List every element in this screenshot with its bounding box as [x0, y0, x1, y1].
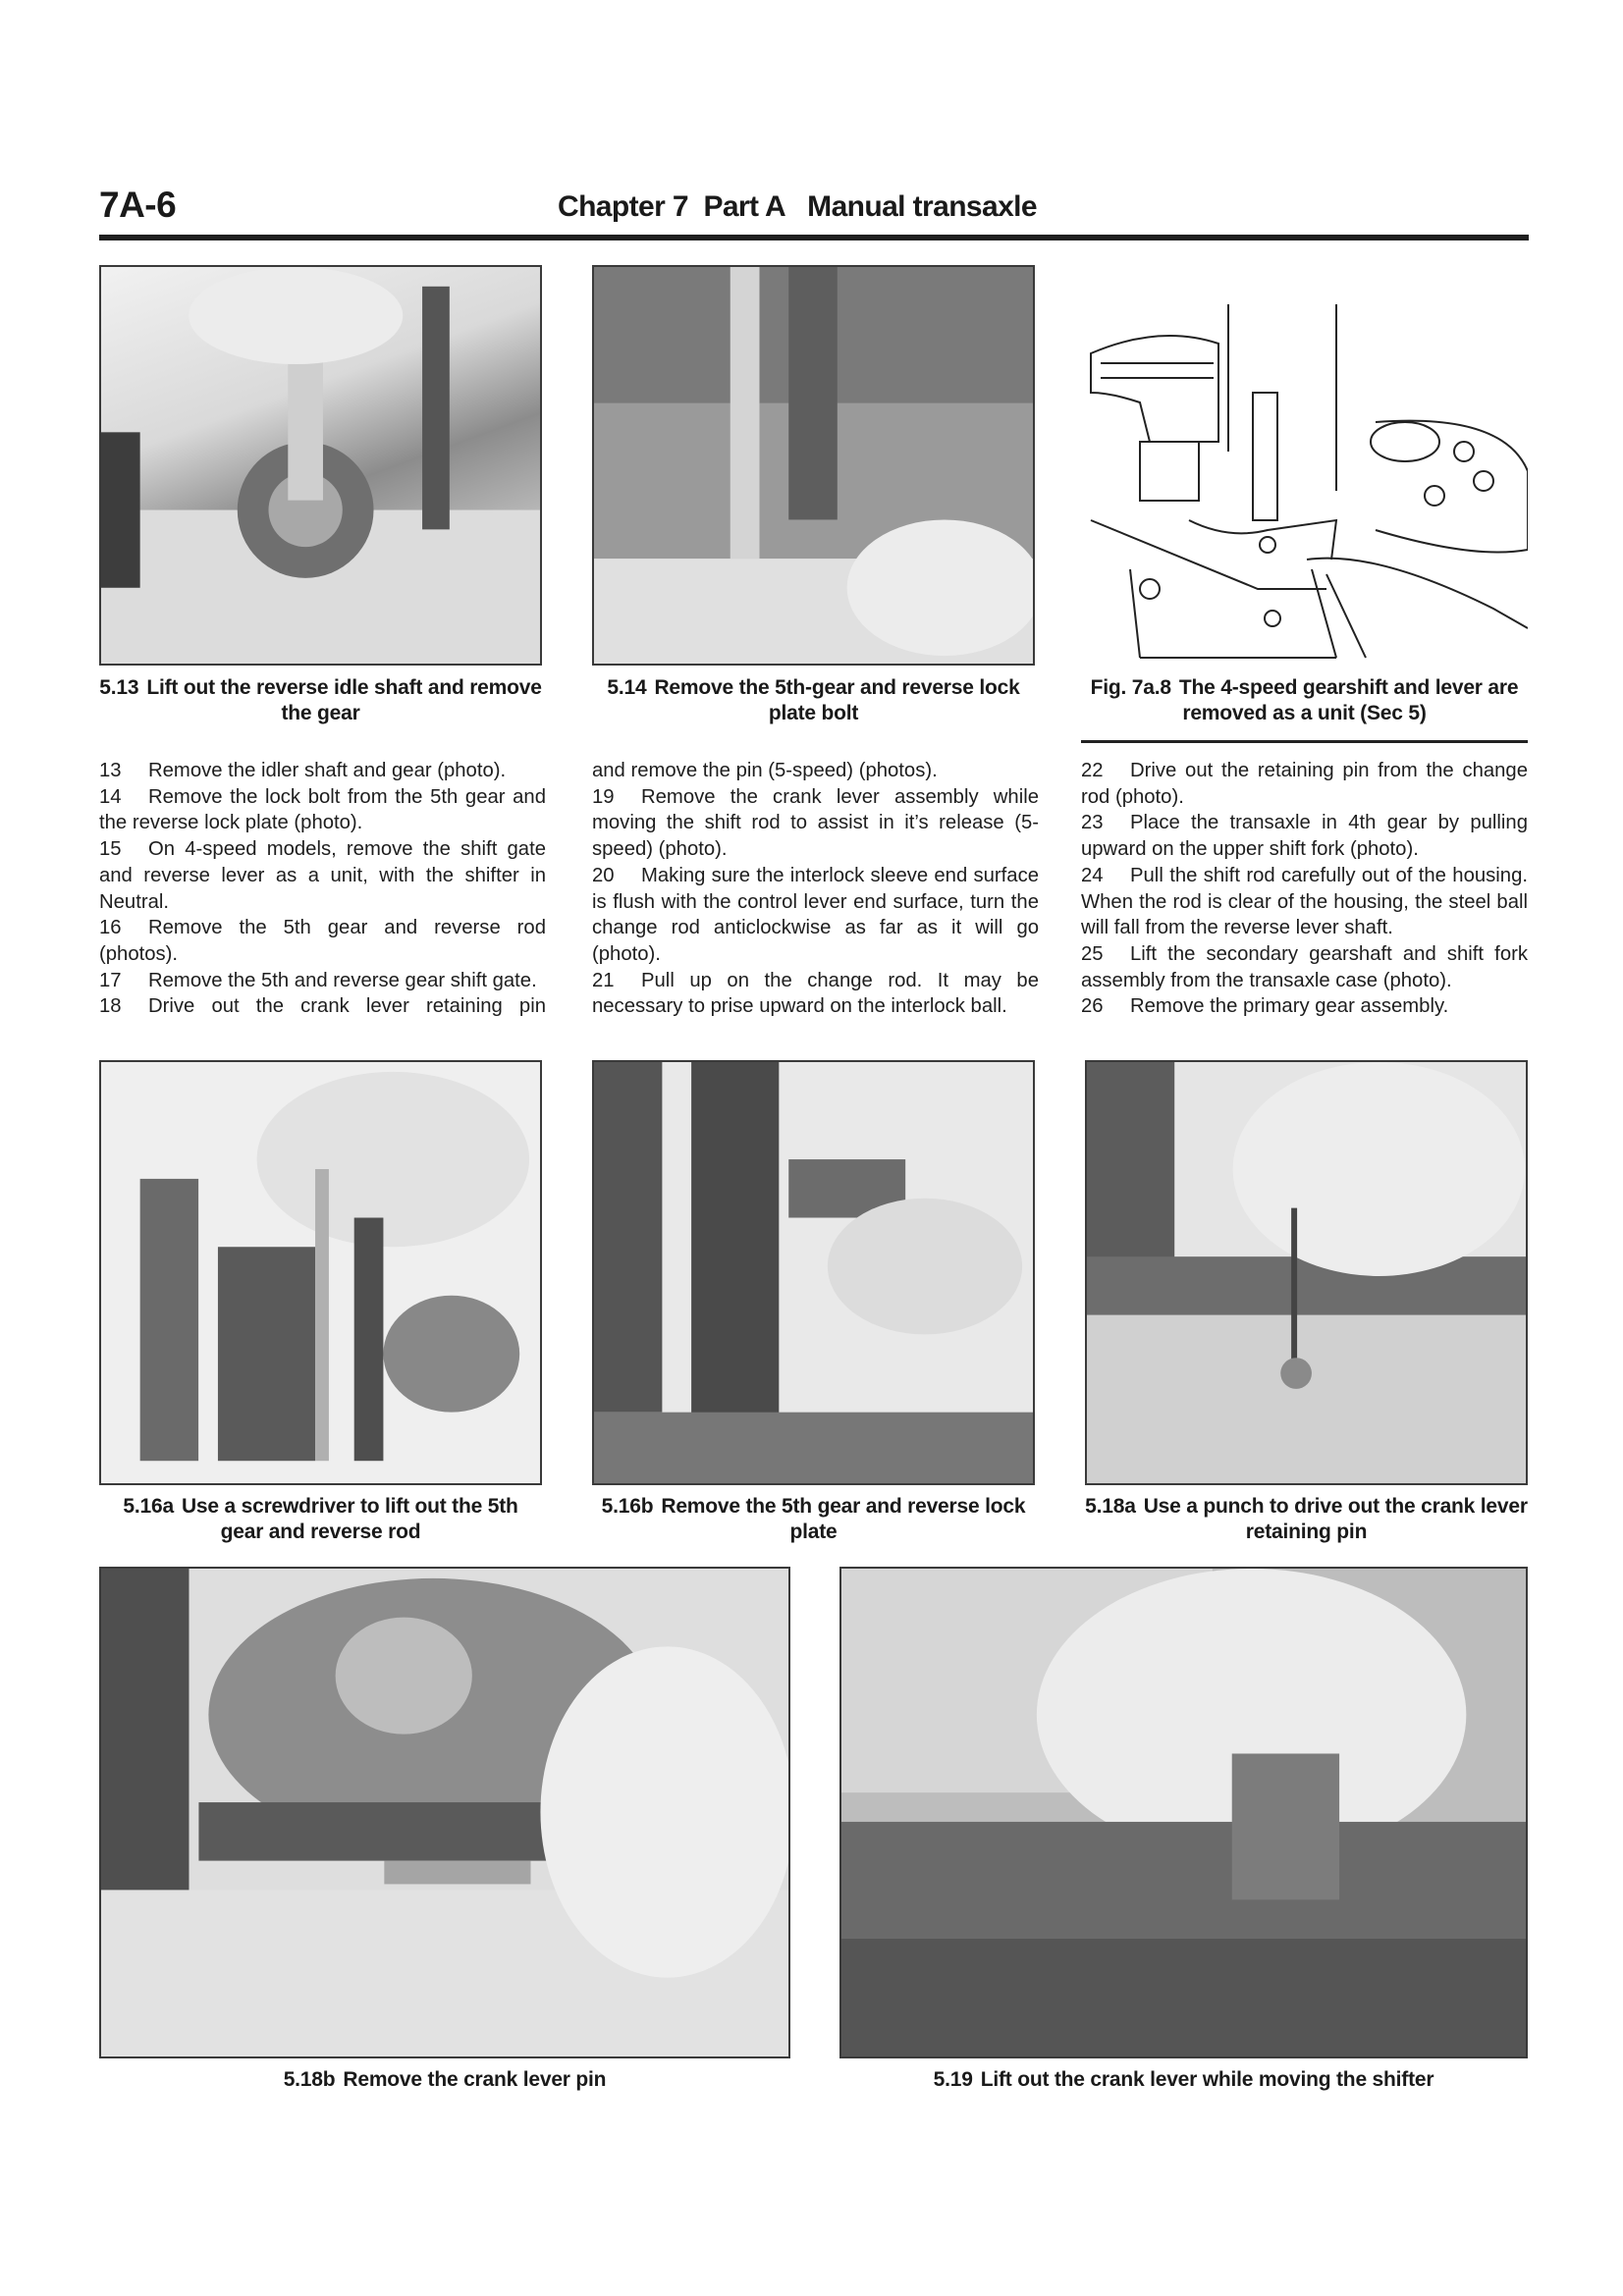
- paragraph-number: 17: [99, 969, 122, 991]
- caption-number: 5.18a: [1085, 1495, 1136, 1518]
- caption-5-14: [592, 675, 1035, 726]
- paragraph-number: 19: [592, 785, 615, 808]
- caption-number: Fig. 7a.8: [1090, 676, 1171, 699]
- paragraph-24: [1081, 863, 1528, 941]
- text-column-2: [592, 758, 1039, 1020]
- paragraph-13: [99, 758, 546, 784]
- gear-photo-icon: [1087, 1062, 1526, 1483]
- caption-text: Lift out the crank lever while moving the shifter: [980, 2068, 1434, 2091]
- photo-5-18b: [99, 1567, 790, 2058]
- paragraph-text: Remove the crank lever assembly while moving the shift rod to assist in it’s release (5-speed) (photo).: [592, 785, 1039, 861]
- photo-5-19: [839, 1567, 1528, 2058]
- paragraph-number: 23: [1081, 812, 1104, 834]
- caption-number: 5.18b: [283, 2068, 336, 2091]
- paragraph-20: [592, 863, 1039, 968]
- paragraph-14: [99, 784, 546, 836]
- paragraph-text: Making sure the interlock sleeve end surface is flush with the control lever end surface, turn the change rod anticlockwise as far as it will go (photo).: [592, 864, 1039, 965]
- paragraph-text: Remove the 5th gear and reverse rod (photos).: [99, 917, 546, 965]
- caption-text: Remove the 5th gear and reverse lock plate: [661, 1495, 1026, 1543]
- caption-5-18b: [99, 2067, 790, 2093]
- paragraph-16: [99, 915, 546, 967]
- gear-photo-icon: [101, 267, 540, 664]
- paragraph-text: Remove the lock bolt from the 5th gear and the reverse lock plate (photo).: [99, 785, 546, 834]
- caption-number: 5.13: [99, 676, 139, 699]
- paragraph-text: Remove the 5th and reverse gear shift gate.: [148, 969, 537, 991]
- chapter-title: Chapter 7 Part A Manual transaxle: [558, 190, 1038, 223]
- paragraph-26: [1081, 993, 1528, 1020]
- paragraph-number: 20: [592, 864, 615, 886]
- caption-number: 5.14: [607, 676, 647, 699]
- paragraph-number: 14: [99, 785, 122, 808]
- caption-5-18a: [1085, 1494, 1528, 1545]
- paragraph-text: Remove the idler shaft and gear (photo).: [148, 760, 507, 781]
- paragraph-15: [99, 836, 546, 915]
- caption-text: Remove the crank lever pin: [343, 2068, 607, 2091]
- paragraph-text: Lift the secondary gearshaft and shift fork assembly from the transaxle case (photo).: [1081, 942, 1528, 991]
- paragraph-number: 22: [1081, 760, 1104, 781]
- caption-text: Lift out the reverse idle shaft and remove the gear: [146, 676, 542, 724]
- paragraph-number: 25: [1081, 942, 1104, 965]
- paragraph-23: [1081, 810, 1528, 862]
- paragraph-19: [592, 784, 1039, 863]
- photo-5-14: [592, 265, 1035, 666]
- gearshift-line-drawing-icon: [1081, 294, 1528, 667]
- text-column-1: [99, 758, 546, 1020]
- paragraph-text: Pull the shift rod carefully out of the housing. When the rod is clear of the housing, the steel ball will fall from the reverse lever shaft.: [1081, 864, 1528, 939]
- paragraph-text: Place the transaxle in 4th gear by pulling upward on the upper shift fork (photo).: [1081, 812, 1528, 861]
- caption-fig-7a-8: [1081, 675, 1528, 726]
- gear-photo-icon: [594, 267, 1033, 664]
- caption-text: Use a screwdriver to lift out the 5th gear and reverse rod: [181, 1495, 518, 1543]
- paragraph-text: and remove the pin (5-speed) (photos).: [592, 760, 938, 781]
- paragraph-25: [1081, 941, 1528, 993]
- gear-photo-icon: [594, 1062, 1033, 1483]
- diagram-fig-7a-8: [1081, 294, 1528, 667]
- gear-photo-icon: [101, 1569, 788, 2056]
- figure-separator-rule: [1081, 740, 1528, 743]
- paragraph-number: 15: [99, 838, 122, 861]
- caption-text: The 4-speed gearshift and lever are removed as a unit (Sec 5): [1178, 676, 1519, 724]
- photo-5-16b: [592, 1060, 1035, 1485]
- caption-5-16b: [592, 1494, 1035, 1545]
- gear-photo-icon: [841, 1569, 1526, 2056]
- header-rule: [99, 235, 1529, 240]
- paragraph-number: 21: [592, 969, 615, 991]
- paragraph-number: 16: [99, 917, 122, 939]
- paragraph-text: On 4-speed models, remove the shift gate and reverse lever as a unit, with the shifter in Neutral.: [99, 838, 546, 913]
- paragraph-17: [99, 968, 546, 994]
- paragraph-number: 18: [99, 995, 122, 1018]
- paragraph-18: [99, 993, 546, 1020]
- caption-number: 5.19: [933, 2068, 973, 2091]
- caption-number: 5.16b: [601, 1495, 654, 1518]
- caption-5-13: [99, 675, 542, 726]
- text-column-3: [1081, 758, 1528, 1020]
- photo-5-16a: [99, 1060, 542, 1485]
- paragraph-text: Drive out the crank lever retaining pin: [148, 995, 546, 1018]
- paragraph-22: [1081, 758, 1528, 810]
- caption-text: Use a punch to drive out the crank lever retaining pin: [1143, 1495, 1528, 1543]
- photo-5-13: [99, 265, 542, 666]
- paragraph-text: Remove the primary gear assembly.: [1130, 995, 1449, 1018]
- gear-photo-icon: [101, 1062, 540, 1483]
- paragraph-text: Pull up on the change rod. It may be necessary to prise upward on the interlock ball.: [592, 969, 1039, 1018]
- paragraph-18-continued: [592, 758, 1039, 784]
- caption-number: 5.16a: [123, 1495, 174, 1518]
- caption-5-19: [839, 2067, 1528, 2093]
- paragraph-text: Drive out the retaining pin from the change rod (photo).: [1081, 760, 1528, 808]
- paragraph-21: [592, 968, 1039, 1020]
- paragraph-number: 13: [99, 760, 122, 781]
- page-number: 7A-6: [99, 185, 177, 225]
- caption-text: Remove the 5th-gear and reverse lock plate bolt: [654, 676, 1020, 724]
- paragraph-number: 24: [1081, 864, 1104, 886]
- paragraph-number: 26: [1081, 995, 1104, 1018]
- caption-5-16a: [99, 1494, 542, 1545]
- photo-5-18a: [1085, 1060, 1528, 1485]
